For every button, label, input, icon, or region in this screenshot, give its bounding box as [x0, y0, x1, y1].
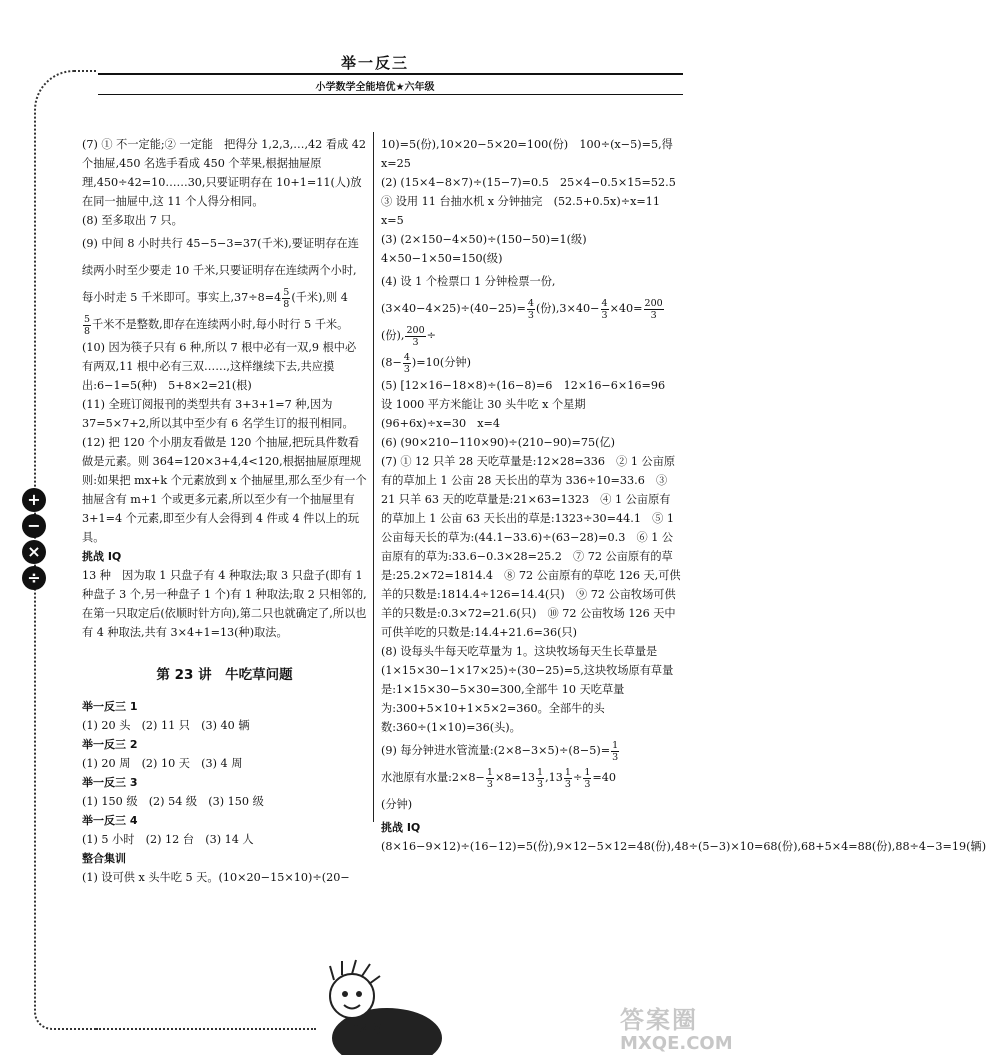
training-answer-7: (7) ① 12 只羊 28 天吃草量是:12×28=336 ② 1 公亩原有的草加上 1 公亩 28 天长出的草为 336÷10=33.6 ③ 21 只羊 63 天的吃草量是:21×63=1323 ④ 1 公亩原有的草加上 1 公亩 63 天长出的草是:1323÷30=44.1 ⑤ 1 公亩每天长的草为:(44.1−33.6)÷(63−28)=0.3 ⑥ 1 公亩原有的草为:33.6−0.3×28=25.2 ⑦ 72 公亩原有的草是:25.2×72=1814.4 ⑧ 72 公亩原有的草吃 126 天,可供羊的只数是:1814.4÷126=14.4(只) ⑨ 72 公亩牧场可供羊的只数是:0.3×72=21.6(只) ⑩ 72 公亩牧场 126 天中可供羊吃的只数是:14.4+21.6=36(只) [381, 455, 681, 639]
answer-4-text: ÷ [426, 329, 436, 342]
training-answer-8: (8) 设每头牛每天吃草量为 1。这块牧场每天生长草量是(1×15×30−1×17×25)÷(30−25)=5,这块牧场原有草量是:1×15×30−5×30=300,全部牛 10 天吃草量为:300+5×10+1×5×2=360。全部牛的头数:360÷(1×10)=36(头)。 [381, 645, 674, 734]
exercise-3-answers: (1) 150 级 (2) 54 级 (3) 150 级 [82, 795, 264, 808]
answer-4-text: (8− [381, 356, 402, 369]
iq-label-right: 挑战 IQ [381, 821, 421, 834]
watermark-logo: 答案圈 [620, 1006, 698, 1034]
answer-9 [82, 230, 367, 338]
answer-9-text: 水池原有水量:2×8− [381, 771, 485, 784]
iq-answer-right: (8×16−9×12)÷(16−12)=5(份),9×12−5×12=48(份),48÷(5−3)×10=68(份),68+5×4=88(份),88÷4−3=19(辆) [381, 840, 986, 853]
answer-11: (11) 全班订阅报刊的类型共有 3+3+1=7 种,因为 37=5×7+2,所以其中至少有 6 名学生订的报刊相同。 [82, 398, 354, 430]
fraction: $\frac{1}{3}$ [537, 766, 544, 790]
training-answer-1-cont: 10)=5(份),10×20−5×20=100(份) 100÷(x−5)=5,得 x=25 [381, 138, 673, 170]
fraction: $\frac{200}{3}$ [406, 324, 425, 348]
answer-12: (12) 把 120 个小朋友看做是 120 个抽屉,把玩具件数看做是元素。则 364=120×3+4,4<120,根据抽屉原理规则:如果把 mx+k 个元素放到 x 个抽屉里,那么至少有一个抽屉含有 m+1 个或更多元素,所以至少有一个抽屉里有 3+1=4 个元素,即至少有人会得到 4 件或 4 件以上的玩具。 [82, 436, 367, 544]
fraction: $\frac{5}{8}$ [283, 286, 290, 310]
iq-label-left: 挑战 IQ [82, 550, 122, 563]
answer-4-text: ×40= [609, 302, 643, 315]
iq-answer-left: 13 种 因为取 1 只盘子有 4 种取法;取 3 只盘子(即有 1 种盘子 3 个,另一种盘子 1 个)有 1 种取法;取 2 只相邻的,在第一只取定后(依顺时针方向),第二只也就确定了,所以也有 4 种取法,共有 3×4+1=13(种)取法。 [82, 569, 367, 639]
exercise-3-label: 举一反三 3 [82, 776, 138, 789]
answer-9-text: ÷ [572, 771, 583, 784]
section-title: 第 23 讲 牛吃草问题 [156, 667, 293, 683]
training-answer-5: (5) [12×16−18×8)÷(16−8)=6 12×16−6×16=96 设 1000 平方米能让 30 头牛吃 x 个星期 (96+6x)÷x=30 x=4 [381, 379, 677, 430]
answer-9-text: ×8=13 [494, 771, 536, 784]
fraction: $\frac{5}{8}$ [84, 313, 91, 337]
answer-9-text: ,13 [545, 771, 563, 784]
fraction: $\frac{1}{3}$ [612, 739, 619, 763]
answer-9-text: (分钟) [381, 798, 413, 811]
answer-4-text: (份),3×40− [535, 302, 600, 315]
fraction: $\frac{4}{3}$ [403, 351, 410, 375]
training-answer-4 [381, 268, 681, 376]
plus-icon: + [22, 488, 46, 512]
training-answer-3: (3) (2×150−4×50)÷(150−50)=1(级) 4×50−1×50=150(级) [381, 233, 598, 265]
fraction: $\frac{200}{3}$ [644, 297, 663, 321]
answer-4-text: (份), [381, 329, 405, 342]
times-icon: × [22, 540, 46, 564]
page-header [0, 0, 750, 100]
fraction: $\frac{4}{3}$ [527, 297, 534, 321]
answer-9-text-c: 千米不是整数,即存在连续两小时,每小时行 5 千米。 [92, 318, 349, 331]
exercise-1-answers: (1) 20 头 (2) 11 只 (3) 40 辆 [82, 719, 250, 732]
exercise-2-label: 举一反三 2 [82, 738, 138, 751]
watermark-url: MXQE.COM [620, 1033, 733, 1054]
exercise-2-answers: (1) 20 周 (2) 10 天 (3) 4 周 [82, 757, 243, 770]
operator-icons [22, 488, 48, 592]
fraction: $\frac{1}{3}$ [486, 766, 493, 790]
column-divider [373, 132, 374, 822]
answer-9-text-b: (千米),则 4 [291, 291, 348, 304]
divide-icon: ÷ [22, 566, 46, 590]
training-answer-1: (1) 设可供 x 头牛吃 5 天。(10×20−15×10)÷(20− [82, 871, 350, 884]
page-number: 148 [350, 1020, 382, 1038]
answer-9-text: =40 [592, 771, 616, 784]
training-answer-6: (6) (90×210−110×90)÷(210−90)=75(亿) [381, 436, 616, 449]
answer-4-text: (4) 设 1 个检票口 1 分钟检票一份,(3×40−4×25)÷(40−25)= [381, 275, 556, 315]
minus-icon: − [22, 514, 46, 538]
dotted-bottom-border [96, 1028, 316, 1030]
answer-8: (8) 至多取出 7 只。 [82, 214, 183, 227]
left-column [82, 135, 367, 887]
header-rule-top [98, 73, 683, 75]
answer-7: (7) ① 不一定能;② 一定能 把得分 1,2,3,…,42 看成 42 个抽屉,450 名选手看成 450 个苹果,根据抽屉原理,450÷42=10……30,只要证明存在 10+1=11(人)放在同一抽屉中,这 11 个人得分相同。 [82, 138, 367, 208]
training-answer-9 [381, 737, 681, 818]
fraction: $\frac{1}{3}$ [584, 766, 591, 790]
watermark [620, 1000, 750, 1055]
exercise-4-label: 举一反三 4 [82, 814, 138, 827]
answer-9-text-a: (9) 中间 8 小时共行 45−5−3=37(千米),要证明存在连续两小时至少要走 10 千米,只要证明存在连续两个小时,每小时走 5 千米即可。事实上,37÷8=4 [82, 237, 359, 304]
header-rule-bottom [98, 94, 683, 95]
answer-4-text: )=10(分钟) [411, 356, 471, 369]
book-title: 举一反三 [340, 54, 409, 72]
exercise-1-label: 举一反三 1 [82, 700, 138, 713]
book-subtitle: 小学数学全能培优★六年级 [315, 82, 435, 93]
fraction: $\frac{4}{3}$ [601, 297, 608, 321]
exercise-4-answers: (1) 5 小时 (2) 12 台 (3) 14 人 [82, 833, 254, 846]
answer-9-text: (9) 每分钟进水管流量:(2×8−3×5)÷(8−5)= [381, 744, 611, 757]
training-label: 整合集训 [82, 852, 126, 865]
right-column [381, 135, 986, 856]
fraction: $\frac{1}{3}$ [564, 766, 571, 790]
answer-10: (10) 因为筷子只有 6 种,所以 7 根中必有一双,9 根中必有两双,11 根中必有三双……,这样继续下去,共应摸出:6−1=5(种) 5+8×2=21(根) [82, 341, 357, 392]
training-answer-2: (2) (15×4−8×7)÷(15−7)=0.5 25×4−0.5×15=52.5 ③ 设用 11 台抽水机 x 分钟抽完 (52.5+0.5x)÷x=11 x=5 [381, 176, 688, 227]
cartoon-mascot-icon [312, 958, 442, 1055]
